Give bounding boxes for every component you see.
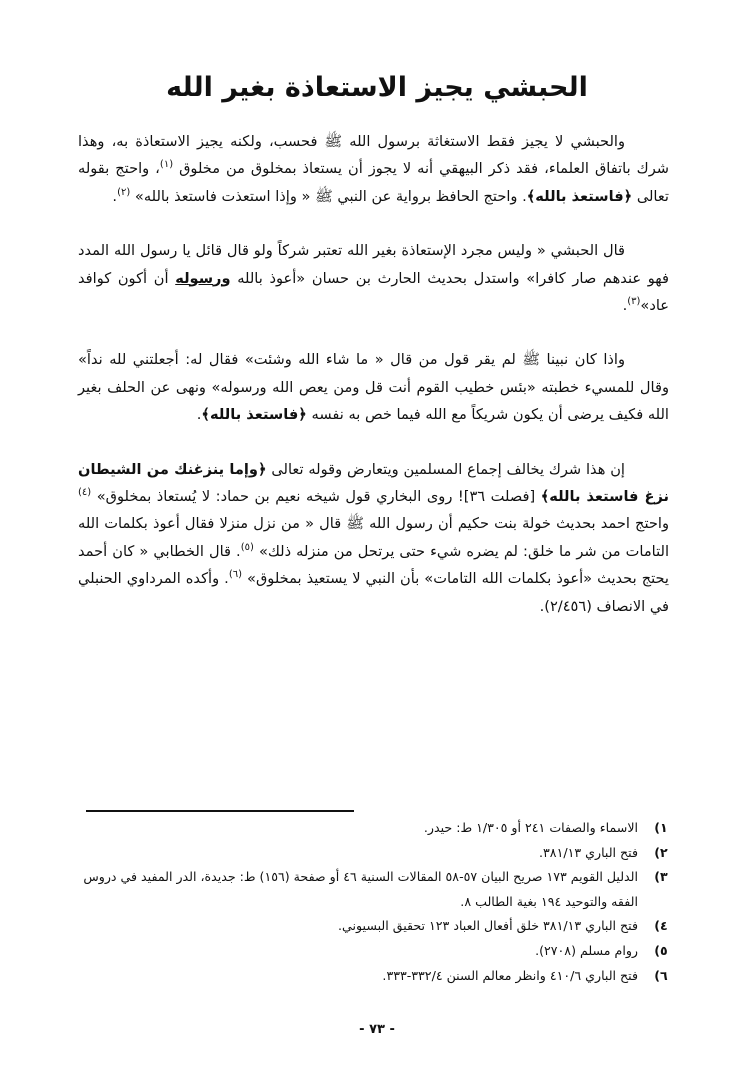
- footnote-ref: (٦): [228, 569, 242, 581]
- footnote-item: [70, 865, 682, 914]
- text-run: واحتج احمد بحديث خولة بنت حكيم أن رسول الله ﷺ قال « من نزل منزلا فقال أعوذ بكلمات الله التامات من شر ما خلق: لم يضره شيء حتى يرتحل من منزله ذلك»: [78, 515, 670, 560]
- footnote-text: فتح الباري ٣٨١/١٣.: [539, 844, 638, 860]
- paragraph-2: [78, 237, 669, 319]
- quran-quote: ﴿فاستعذ بالله﴾: [201, 406, 307, 424]
- footnote-text: فتح الباري ٣٨١/١٣ خلق أفعال العباد ١٢٣ تحقيق البسيوني.: [338, 918, 638, 934]
- footnote-text: الاسماء والصفات ٢٤١ أو ١/٣٠٥ ط: حيدر.: [423, 820, 638, 835]
- quran-quote: ﴿وإما ينزغنك من الشيطان نزغ فاستعذ بالله﴾: [78, 460, 669, 506]
- text-run: . قال الخطابي « كان أحمد يحتج بحديث «أعوذ بكلمات الله التامات» بأن النبي لا يستعيذ بمخلوق»: [78, 542, 669, 588]
- text-run: .: [622, 297, 628, 315]
- quran-quote: ﴿فاستعذ بالله﴾: [526, 187, 633, 205]
- footnote-number: ٤): [654, 918, 668, 934]
- footnote-number: ١): [654, 820, 668, 835]
- footnote-number: ٦): [654, 967, 668, 983]
- footnote-ref: (١): [159, 159, 174, 171]
- quran-quote: ورسوله: [175, 269, 231, 287]
- text-run: والحبشي لا يجيز فقط الاستغاثة برسول الله ﷺ فحسب، ولكنه يجيز الاستعاذة به، وهذا شرك باتفاق العلماء، فقد ذكر البيهقي أنه لا يجوز أن يستعاذ بمخلوق من مخلوق: [78, 133, 669, 178]
- body-text: [78, 128, 669, 620]
- footnote-ref: (٥): [240, 542, 254, 554]
- footnote-item: [70, 964, 682, 989]
- footnotes-list: [70, 816, 682, 988]
- text-run: واذا كان نبينا ﷺ لم يقر قول من قال « ما شاء الله وشئت» فقال له: أجعلتني لله نداً» وقال للمسيء خطبته «بئس خطيب القوم أنت قل ومن يعص الله ورسوله» ونهى عن الحلف بغير الله فكيف يرضى أن يكون شريكاً مع الله فيما خص به نفسه: [78, 351, 669, 424]
- footnote-number: ٢): [654, 844, 668, 860]
- footnote-item: [70, 841, 682, 866]
- page-number: - ٧٣ -: [359, 1022, 395, 1037]
- footnote-text: روام مسلم (٢٧٠٨).: [535, 942, 638, 958]
- footnote-item: [70, 914, 682, 939]
- footnote-text: الدليل القويم ١٧٣ صريح البيان ٥٧-٥٨ المقالات السنية ٤٦ أو صفحة (١٥٦) ط: جديدة، الدر المفيد في دروس الفقه والتوحيد ١٩٤ بغية الطالب ٨.: [83, 869, 638, 909]
- footnote-number: ٥): [654, 942, 668, 958]
- paragraph-3: [78, 346, 669, 428]
- footnote-ref: (٤): [78, 487, 92, 499]
- paragraph-4: [78, 456, 669, 620]
- footnote-item: [70, 939, 682, 964]
- text-run: . وأكده المرداوي الحنبلي في الانصاف (٢/٤٥٦).: [78, 570, 669, 615]
- text-run: . واحتج الحافظ برواية عن النبي ﷺ « وإذا استعذت فاستعذ بالله»: [130, 187, 527, 205]
- footnote-item: [70, 816, 682, 841]
- footnote-ref: (٢): [117, 186, 131, 198]
- footnote-separator: [86, 810, 354, 812]
- text-run: إن هذا شرك يخالف إجماع المسلمين ويتعارض وقوله تعالى: [266, 460, 625, 478]
- paragraph-1: [78, 128, 669, 210]
- text-run: [فصلت ٣٦]! روى البخاري قول شيخه نعيم بن حماد: لا يُستعاذ بمخلوق»: [91, 488, 541, 506]
- text-run: ، واحتج بقوله تعالى: [78, 160, 669, 205]
- footnote-text: فتح الباري ٤١٠/٦ وانظر معالم السنن ٣٣٢/٤-٣٣٣.: [382, 967, 638, 983]
- text-run: .: [112, 187, 118, 205]
- footnote-ref: (٣): [627, 296, 641, 308]
- text-run: أن أكون كوافد عاد»: [78, 269, 669, 315]
- text-run: قال الحبشي « وليس مجرد الإستعاذة بغير الله تعتبر شركاً ولو قال قائل يا رسول الله المدد فهو عندهم صار كافرا» واستدل بحديث الحارث بن حسان «أعوذ بالله: [78, 242, 669, 287]
- text-run: .: [196, 406, 202, 424]
- page-title: الحبشي يجيز الاستعاذة بغير الله: [166, 72, 588, 103]
- footnote-number: ٣): [654, 869, 668, 885]
